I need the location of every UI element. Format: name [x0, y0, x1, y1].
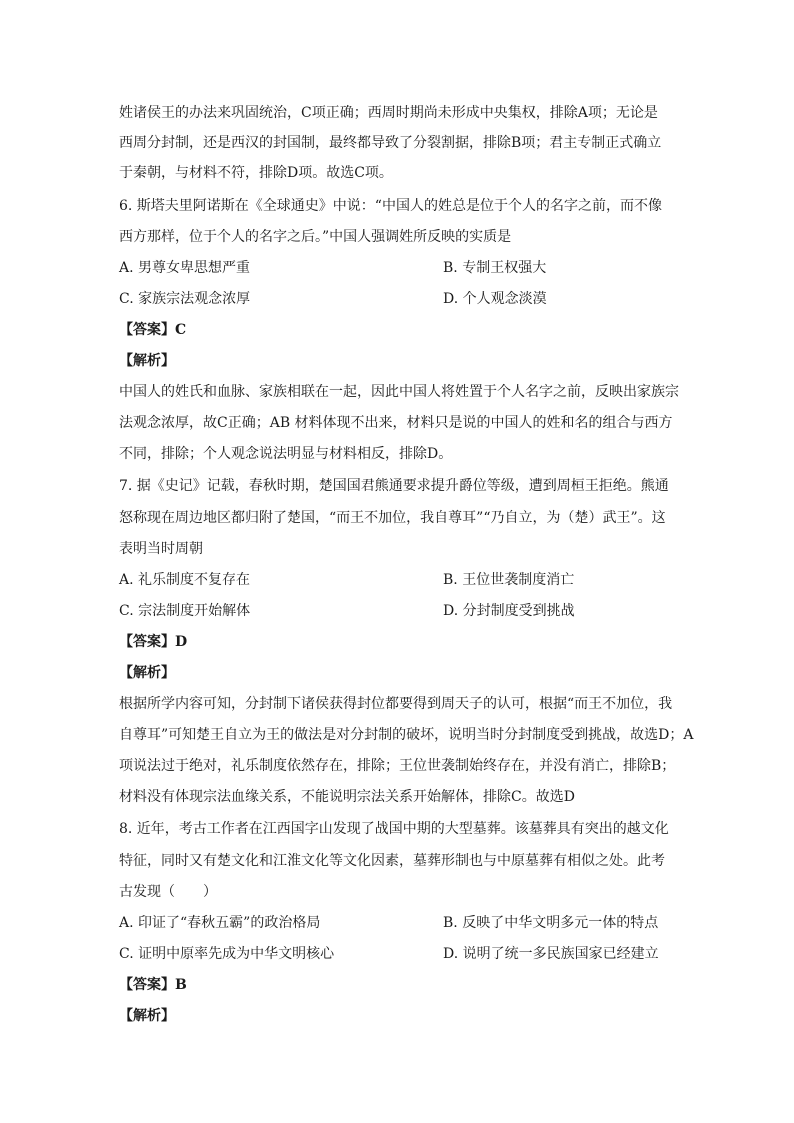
question-7-stem: 表明当时周朝 [119, 541, 203, 557]
question-8-stem: 古发现（ ） [119, 884, 217, 900]
question-6-option-d: D. 个人观念淡漠 [443, 291, 547, 307]
question-8-answer: 【答案】B [119, 977, 187, 993]
question-8-option-a: A. 印证了“春秋五霸”的政治格局 [119, 915, 321, 931]
question-8-option-b: B. 反映了中华文明多元一体的特点 [443, 915, 659, 931]
question-7-analysis: 材料没有体现宗法血缘关系，不能说明宗法关系开始解体，排除C。故选D [119, 789, 575, 805]
question-6-analysis: 中国人的姓氏和血脉、家族相联在一起，因此中国人将姓置于个人名字之前，反映出家族宗 [119, 384, 679, 400]
question-6-analysis: 不同，排除；个人观念说法明显与材料相反，排除D。 [119, 446, 453, 462]
question-7-analysis: 自尊耳”可知楚王自立为王的做法是对分封制的破坏，说明当时分封制度受到挑战，故选D；A [119, 727, 694, 743]
question-6-analysis-label: 【解析】 [119, 353, 175, 369]
intro-line: 西周分封制，还是西汉的封国制，最终都导致了分裂割据，排除B项；君主专制正式确立 [119, 135, 662, 151]
question-7-analysis: 项说法过于绝对，礼乐制度依然存在，排除；王位世袭制始终存在，并没有消亡，排除B； [119, 758, 676, 774]
question-7-answer: 【答案】D [119, 634, 188, 650]
intro-line: 姓诸侯王的办法来巩固统治，C项正确；西周时期尚未形成中央集权，排除A项；无论是 [119, 105, 658, 121]
question-6-option-a: A. 男尊女卑思想严重 [119, 260, 251, 276]
question-7-option-a: A. 礼乐制度不复存在 [119, 572, 251, 588]
question-6-analysis: 法观念浓厚，故C正确；AB 材料体现不出来，材料只是说的中国人的姓和名的组合与西方 [119, 415, 673, 431]
question-7-stem: 怒称现在周边地区都归附了楚国，“而王不加位，我自尊耳”“乃自立，为（楚）武王”。这 [119, 510, 666, 526]
question-7-option-c: C. 宗法制度开始解体 [119, 603, 251, 619]
question-6-stem: 西方那样，位于个人的名字之后。”中国人强调姓所反映的实质是 [119, 229, 512, 245]
question-8-option-c: C. 证明中原率先成为中华文明核心 [119, 946, 335, 962]
question-6-option-c: C. 家族宗法观念浓厚 [119, 291, 251, 307]
question-7-analysis-label: 【解析】 [119, 665, 175, 681]
question-7-option-d: D. 分封制度受到挑战 [443, 603, 575, 619]
intro-line: 于秦朝，与材料不符，排除D项。故选C项。 [119, 165, 393, 181]
question-7-analysis: 根据所学内容可知，分封制下诸侯获得封位都要得到周天子的认可，根据“而王不加位，我 [119, 696, 673, 712]
question-6-option-b: B. 专制王权强大 [443, 260, 547, 276]
question-6-answer: 【答案】C [119, 322, 187, 338]
question-6-stem: 6. 斯塔夫里阿诺斯在《全球通史》中说：“中国人的姓总是位于个人的名字之前，而不像 [119, 198, 662, 214]
question-7-option-b: B. 王位世袭制度消亡 [443, 572, 575, 588]
question-8-analysis-label: 【解析】 [119, 1008, 175, 1024]
question-8-stem: 特征，同时又有楚文化和江淮文化等文化因素，墓葬形制也与中原墓葬有相似之处。此考 [119, 853, 665, 869]
question-7-stem: 7. 据《史记》记载，春秋时期，楚国国君熊通要求提升爵位等级，遭到周桓王拒绝。熊通 [119, 478, 669, 494]
question-8-stem: 8. 近年，考古工作者在江西国字山发现了战国中期的大型墓葬。该墓葬具有突出的越文化 [119, 821, 669, 837]
question-8-option-d: D. 说明了统一多民族国家已经建立 [443, 946, 659, 962]
